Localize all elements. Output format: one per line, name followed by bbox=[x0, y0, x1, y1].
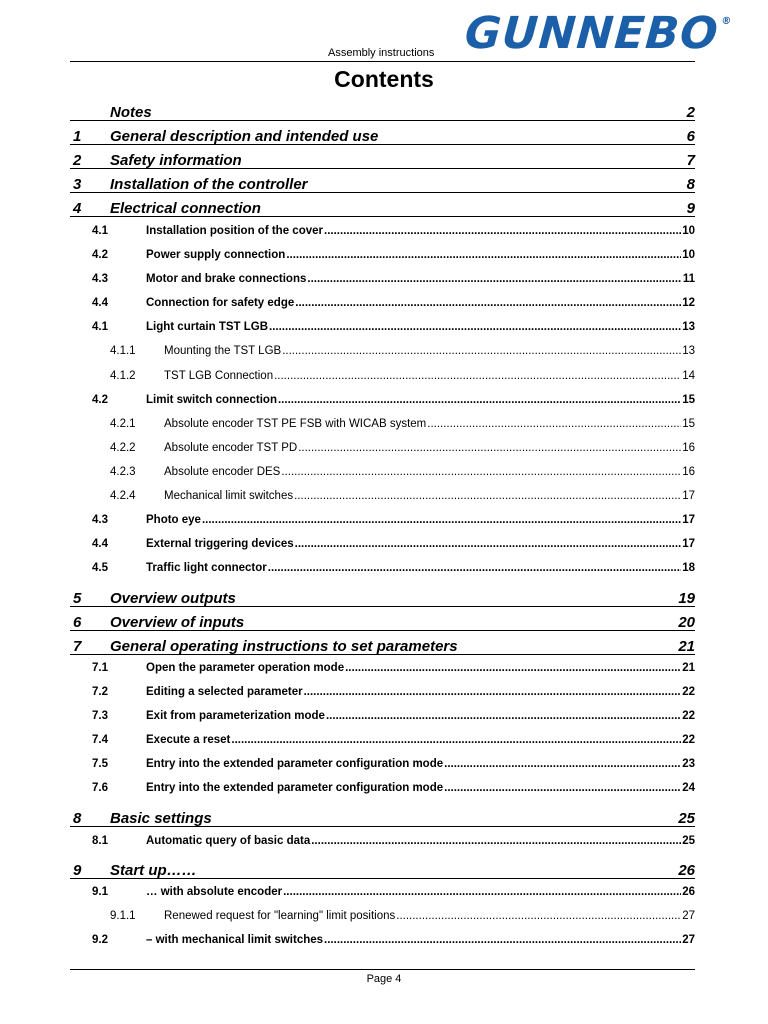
toc-entry-body bbox=[146, 538, 695, 550]
toc-entry-label: Installation position of the cover bbox=[146, 225, 323, 237]
toc-entry-body bbox=[164, 370, 695, 382]
toc-entry-page: 8 bbox=[686, 176, 695, 193]
toc-entry-page: 10 bbox=[682, 249, 695, 261]
toc-entry-label: Execute a reset bbox=[146, 734, 231, 746]
toc-entry-label: Absolute encoder DES bbox=[164, 466, 281, 478]
toc-entry[interactable] bbox=[73, 152, 695, 170]
toc-entry-label: Entry into the extended parameter configuration mode bbox=[146, 758, 444, 770]
toc-entry-number: 4 bbox=[73, 200, 82, 217]
toc-entry-number: 4.2 bbox=[92, 394, 108, 406]
toc-entry-page: 25 bbox=[682, 835, 695, 847]
toc-entry-label: Photo eye bbox=[146, 514, 201, 526]
toc-entry-label: General operating instructions to set parameters bbox=[110, 638, 458, 655]
toc-entry-body bbox=[146, 273, 695, 285]
dot-leader bbox=[298, 442, 681, 454]
toc-entry-number: 4.2.1 bbox=[110, 418, 136, 430]
toc-entry-number: 9.1.1 bbox=[110, 910, 136, 922]
dot-leader bbox=[326, 710, 681, 722]
toc-entry-page: 17 bbox=[682, 514, 695, 526]
toc-entry-body bbox=[164, 466, 695, 478]
toc-entry-number: 1 bbox=[73, 128, 82, 145]
toc-entry-body bbox=[146, 321, 695, 333]
toc-entry-body bbox=[164, 910, 695, 922]
toc-entry-label: Installation of the controller bbox=[110, 176, 308, 193]
toc-entry-label: Mechanical limit switches bbox=[164, 490, 294, 502]
toc-entry-label: Automatic query of basic data bbox=[146, 835, 311, 847]
toc-entry-number: 7.3 bbox=[92, 710, 108, 722]
toc-entry-label: Entry into the extended parameter configuration mode bbox=[146, 782, 444, 794]
toc-entry-label: Absolute encoder TST PE FSB with WICAB system bbox=[164, 418, 427, 430]
toc-entry-page: 26 bbox=[678, 862, 695, 879]
toc-entry-label: Electrical connection bbox=[110, 200, 261, 217]
toc-entry-number: 5 bbox=[73, 590, 82, 607]
toc-entry-page: 16 bbox=[682, 466, 695, 478]
toc-entry-page: 11 bbox=[682, 273, 695, 285]
toc-entry[interactable] bbox=[73, 176, 695, 194]
toc-entry-number: 8 bbox=[73, 810, 82, 827]
toc-entry-number: 7.1 bbox=[92, 662, 108, 674]
toc-entry-body bbox=[146, 562, 695, 574]
toc-entry-page: 27 bbox=[682, 910, 695, 922]
toc-entry-number: 4.1 bbox=[92, 321, 108, 333]
toc-entry-page: 19 bbox=[678, 590, 695, 607]
dot-leader bbox=[304, 686, 682, 698]
toc-entry-page: 25 bbox=[678, 810, 695, 827]
toc-entry-number: 9.2 bbox=[92, 934, 108, 946]
page-title: Contents bbox=[334, 66, 434, 92]
toc-entry-number: 4.3 bbox=[92, 273, 108, 285]
dot-leader bbox=[324, 934, 681, 946]
toc-entry-number: 7.5 bbox=[92, 758, 108, 770]
toc-entry-body bbox=[146, 886, 695, 898]
dot-leader bbox=[307, 273, 681, 285]
toc-entry[interactable] bbox=[73, 128, 695, 146]
toc-entry-label: Safety information bbox=[110, 152, 242, 169]
toc-entry-number: 7.2 bbox=[92, 686, 108, 698]
toc-entry-body bbox=[164, 345, 695, 357]
toc-entry[interactable] bbox=[73, 200, 695, 218]
toc-entry-page: 13 bbox=[682, 345, 695, 357]
toc-entry-number: 7.4 bbox=[92, 734, 108, 746]
toc-entry-number: 2 bbox=[73, 152, 82, 169]
dot-leader bbox=[269, 321, 681, 333]
toc-entry-label: Light curtain TST LGB bbox=[146, 321, 269, 333]
toc-entry-page: 21 bbox=[678, 638, 695, 655]
toc-entry-number: 4.2.3 bbox=[110, 466, 136, 478]
toc-entry-number: 4.1.1 bbox=[110, 345, 136, 357]
toc-entry-page: 13 bbox=[682, 321, 695, 333]
toc-entry-number: 7.6 bbox=[92, 782, 108, 794]
toc-entry-page: 7 bbox=[686, 152, 695, 169]
toc-entry-label: Limit switch connection bbox=[146, 394, 277, 406]
dot-leader bbox=[311, 835, 681, 847]
toc-entry-label: Renewed request for "learning" limit positions bbox=[164, 910, 396, 922]
toc-entry-page: 20 bbox=[678, 614, 695, 631]
toc-entry-page: 17 bbox=[682, 538, 695, 550]
dot-leader bbox=[444, 758, 681, 770]
toc-entry-label: Absolute encoder TST PD bbox=[164, 442, 298, 454]
dot-leader bbox=[427, 418, 681, 430]
toc-entry-label: Basic settings bbox=[110, 810, 212, 827]
toc-entry-number: 4.1.2 bbox=[110, 370, 136, 382]
dot-leader bbox=[324, 225, 681, 237]
gunnebo-logo bbox=[463, 8, 733, 59]
toc-entry-page: 26 bbox=[682, 886, 695, 898]
dot-leader bbox=[283, 886, 681, 898]
toc-entry-number: 4.3 bbox=[92, 514, 108, 526]
dot-leader bbox=[295, 297, 681, 309]
toc-entry-page: 22 bbox=[682, 710, 695, 722]
toc-entry-page: 15 bbox=[682, 418, 695, 430]
toc-entry-number: 4.2.4 bbox=[110, 490, 136, 502]
toc-entry-page: 24 bbox=[682, 782, 695, 794]
toc-entry-label: Mounting the TST LGB bbox=[164, 345, 282, 357]
toc-entry-number: 9 bbox=[73, 862, 82, 879]
toc-entry-body bbox=[146, 934, 695, 946]
toc-entry-number: 4.4 bbox=[92, 297, 108, 309]
toc-entry-number: 4.1 bbox=[92, 225, 108, 237]
dot-leader bbox=[286, 249, 681, 261]
toc-entry-label: Exit from parameterization mode bbox=[146, 710, 325, 722]
footer-rule bbox=[70, 969, 695, 970]
toc-entry-number: 4.4 bbox=[92, 538, 108, 550]
dot-leader bbox=[294, 490, 681, 502]
toc-entry-page: 15 bbox=[682, 394, 695, 406]
toc-entry[interactable] bbox=[73, 862, 695, 880]
toc-entry-body bbox=[146, 662, 695, 674]
toc-entry-page: 17 bbox=[682, 490, 695, 502]
header-rule bbox=[70, 61, 695, 62]
dot-leader bbox=[295, 538, 682, 550]
toc-entry-page: 23 bbox=[682, 758, 695, 770]
toc-entry-body bbox=[146, 514, 695, 526]
dot-leader bbox=[278, 394, 681, 406]
toc-entry-label: General description and intended use bbox=[110, 128, 379, 145]
toc-entry-label: Connection for safety edge bbox=[146, 297, 295, 309]
toc-entry-body bbox=[146, 835, 695, 847]
toc-entry-page: 22 bbox=[682, 734, 695, 746]
toc-entry-page: 12 bbox=[682, 297, 695, 309]
toc-entry-body bbox=[146, 758, 695, 770]
toc-entry-label: Open the parameter operation mode bbox=[146, 662, 345, 674]
logo-wordmark: GUNNEBO bbox=[463, 8, 721, 59]
toc-entry-label: – with mechanical limit switches bbox=[146, 934, 324, 946]
toc-entry-page: 18 bbox=[682, 562, 695, 574]
toc-entry-page: 21 bbox=[682, 662, 695, 674]
toc-entry-label: Traffic light connector bbox=[146, 562, 267, 574]
toc-entry-body bbox=[164, 442, 695, 454]
toc-entry-body bbox=[146, 249, 695, 261]
dot-leader bbox=[444, 782, 681, 794]
toc-entry-label: External triggering devices bbox=[146, 538, 294, 550]
toc-entry-label: Power supply connection bbox=[146, 249, 286, 261]
dot-leader bbox=[274, 370, 681, 382]
toc-entry-label: Motor and brake connections bbox=[146, 273, 307, 285]
toc-entry-number: 8.1 bbox=[92, 835, 108, 847]
toc-entry-number: 6 bbox=[73, 614, 82, 631]
toc-entry-body bbox=[146, 686, 695, 698]
toc-entry-label: TST LGB Connection bbox=[164, 370, 274, 382]
toc-entry-number: 4.2 bbox=[92, 249, 108, 261]
toc-entry-number: 4.2.2 bbox=[110, 442, 136, 454]
toc-entry-body bbox=[146, 297, 695, 309]
toc-entry[interactable] bbox=[73, 104, 695, 122]
toc-entry[interactable] bbox=[73, 590, 695, 608]
toc-entry-body bbox=[146, 734, 695, 746]
registered-mark: ® bbox=[720, 16, 733, 27]
toc-entry-body bbox=[146, 710, 695, 722]
toc-entry-number: 9.1 bbox=[92, 886, 108, 898]
dot-leader bbox=[396, 910, 681, 922]
toc-entry-label: Editing a selected parameter bbox=[146, 686, 303, 698]
toc-entry-label: Overview outputs bbox=[110, 590, 236, 607]
toc-entry-number: 7 bbox=[73, 638, 82, 655]
toc-entry-page: 10 bbox=[682, 225, 695, 237]
toc-entry-page: 6 bbox=[686, 128, 695, 145]
dot-leader bbox=[281, 466, 681, 478]
toc-entry-page: 14 bbox=[682, 370, 695, 382]
toc-entry-label: Notes bbox=[110, 104, 152, 121]
toc-entry-number: 4.5 bbox=[92, 562, 108, 574]
dot-leader bbox=[202, 514, 681, 526]
dot-leader bbox=[268, 562, 681, 574]
toc-entry-page: 22 bbox=[682, 686, 695, 698]
toc-entry[interactable] bbox=[73, 614, 695, 632]
toc-entry[interactable] bbox=[73, 638, 695, 656]
dot-leader bbox=[282, 345, 681, 357]
toc-entry-number: 3 bbox=[73, 176, 82, 193]
dot-leader bbox=[345, 662, 681, 674]
toc-entry-body bbox=[146, 225, 695, 237]
toc-entry-label: Start up…… bbox=[110, 862, 197, 879]
header-doc-type: Assembly instructions bbox=[328, 47, 435, 59]
toc-entry-body bbox=[164, 418, 695, 430]
toc-entry-page: 27 bbox=[682, 934, 695, 946]
toc-entry-page: 9 bbox=[686, 200, 695, 217]
page-number: Page 4 bbox=[366, 973, 402, 985]
toc-entry[interactable] bbox=[73, 810, 695, 828]
toc-entry-page: 2 bbox=[686, 104, 695, 121]
toc-entry-body bbox=[146, 782, 695, 794]
toc-entry-body bbox=[164, 490, 695, 502]
toc-entry-label: Overview of inputs bbox=[110, 614, 245, 631]
toc-entry-body bbox=[146, 394, 695, 406]
toc-entry-label: … with absolute encoder bbox=[146, 886, 283, 898]
toc-entry-page: 16 bbox=[682, 442, 695, 454]
dot-leader bbox=[231, 734, 681, 746]
